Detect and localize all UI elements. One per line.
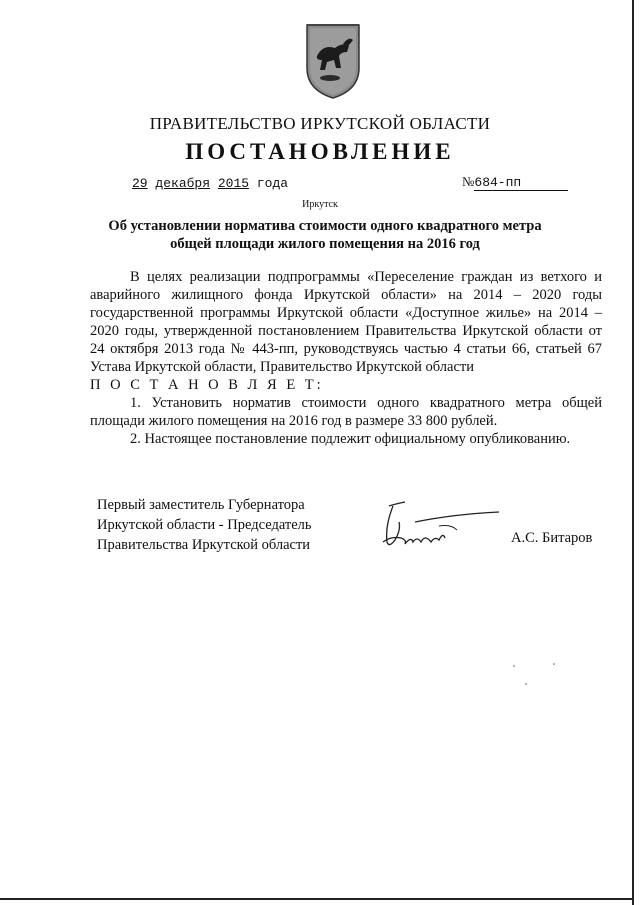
- scan-edge-right: [632, 0, 634, 905]
- handwritten-signature: [375, 496, 505, 552]
- position-line-3: Правительства Иркутской области: [97, 537, 311, 553]
- item-2-paragraph: 2. Настоящее постановление подлежит официальному опубликованию.: [130, 431, 571, 447]
- decree-number: [462, 174, 568, 191]
- position-line-2: Иркутской области - Председатель: [97, 517, 312, 533]
- scan-edge-bottom: [0, 898, 634, 900]
- government-name: ПРАВИТЕЛЬСТВО ИРКУТСКОЙ ОБЛАСТИ: [149, 114, 491, 133]
- number-value: 684-пп: [474, 175, 568, 191]
- date-month: декабря: [155, 176, 211, 191]
- decree-date: [132, 176, 288, 191]
- decree-body: [90, 268, 602, 448]
- coat-of-arms-emblem: [303, 22, 363, 100]
- signatory-name: А.С. Битаров: [511, 530, 593, 546]
- scan-specks: [510, 660, 570, 700]
- preamble-paragraph: В целях реализации подпрограммы «Переселение граждан из ветхого и аварийного жилищного фонда Иркутской области» на 2014 – 2020 годы государственной программы Иркутской области «Доступное жилье» на 2014 – 2020 годы, утвержденной постановлением Правительства Иркутской области от 24 октября 2013 года № 443-пп, руководствуясь частью 4 статьи 66, статьей 67 Устава Иркутской области, Правительство Иркутской области: [90, 269, 602, 375]
- decree-subject: Об установлении норматива стоимости одного квадратного метра общей площади жилого помещения на 2016 год: [108, 218, 542, 252]
- date-suffix: года: [256, 176, 289, 191]
- item-1-paragraph: 1. Установить норматив стоимости одного квадратного метра общей площади жилого помещения на 2016 год в размере 33 800 рублей.: [90, 395, 602, 429]
- resolves-heading: П О С Т А Н О В Л Я Е Т:: [90, 377, 324, 393]
- number-prefix: №: [462, 174, 475, 189]
- date-day: 29: [132, 176, 148, 191]
- date-year: 2015: [217, 176, 250, 191]
- city-name: Иркутск: [302, 199, 338, 210]
- position-line-1: Первый заместитель Губернатора: [97, 497, 305, 513]
- signatory-position: [97, 495, 312, 555]
- document-type-title: ПОСТАНОВЛЕНИЕ: [185, 139, 455, 164]
